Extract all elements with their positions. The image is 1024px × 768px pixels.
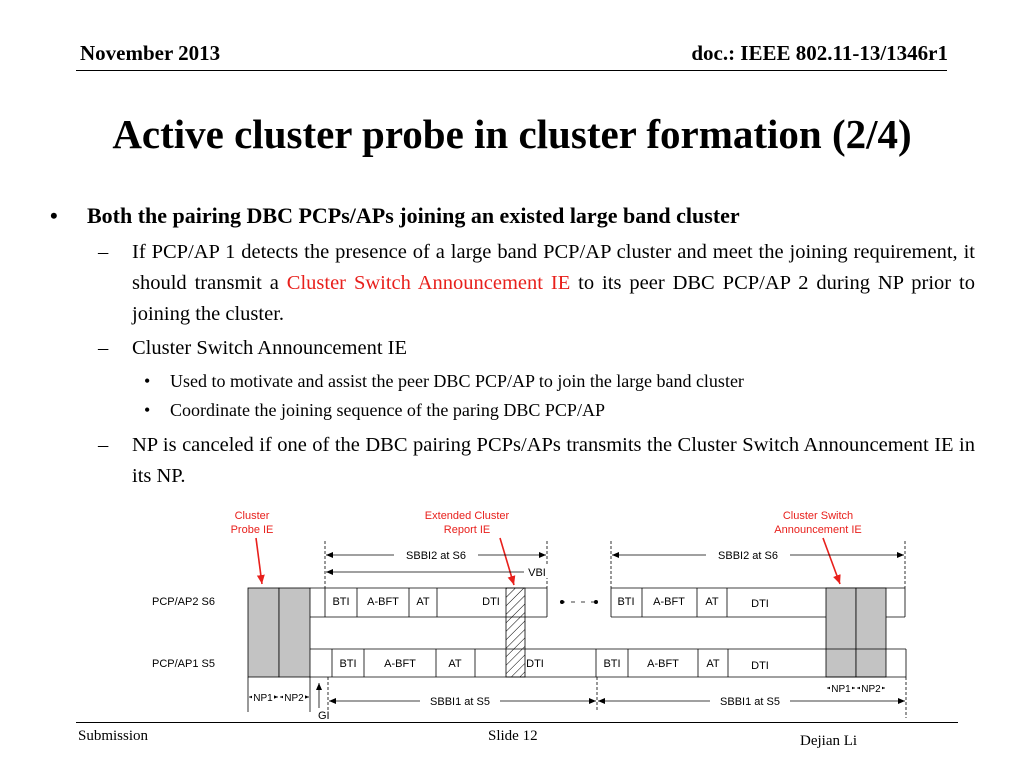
dash-marker: – — [98, 241, 109, 263]
header-doc-id: doc.: IEEE 802.11-13/1346r1 — [691, 41, 948, 65]
sbbi1-label: SBBI1 at S5 — [430, 696, 490, 708]
np2-label: NP2 — [284, 693, 304, 704]
gi-label: GI — [318, 710, 330, 722]
footer-slide-number: Slide 12 — [488, 728, 538, 744]
callout-ext-line1: Extended Cluster — [424, 510, 510, 522]
callout-switch-arrow — [823, 538, 840, 584]
sub-bullet-text-before: If PCP/AP 1 detects the presence of a large band PCP/AP cluster and meet the joining requirement, it should transmit a — [132, 241, 975, 294]
bullet-marker: • — [50, 203, 58, 228]
callout-probe-line1: Cluster — [234, 510, 270, 522]
ap2-bti: BTI — [332, 596, 350, 608]
sbbi1-label: SBBI1 at S5 — [720, 696, 780, 708]
sub-sub-bullet-text: Coordinate the joining sequence of the paring DBC PCP/AP — [170, 400, 605, 420]
ap1-dti: DTI — [751, 660, 769, 672]
small-bullet-marker: • — [144, 400, 151, 420]
np2-slot-ap1 — [856, 588, 886, 677]
vbi-label: VBI — [528, 567, 546, 579]
sub-bullet-highlight: Cluster Switch Announcement IE — [286, 272, 571, 294]
ap2-at: AT — [416, 596, 430, 608]
slide-title: Active cluster probe in cluster formation (2/4) — [112, 111, 912, 157]
continuation-dot — [594, 600, 598, 604]
row-label-ap2: PCP/AP2 S6 — [152, 596, 215, 608]
callout-ext-line2: Report IE — [443, 524, 491, 536]
np1-slot-ap1 — [826, 588, 856, 677]
dash-marker: – — [98, 434, 109, 456]
callout-probe-line2: Probe IE — [230, 524, 274, 536]
ap2-at: AT — [705, 596, 719, 608]
callout-probe-arrow — [256, 538, 262, 584]
callout-ext-arrow — [500, 538, 514, 585]
np1-label: NP1 — [253, 693, 273, 704]
ap2-dti: DTI — [751, 598, 769, 610]
ap1-bti: BTI — [603, 658, 621, 670]
continuation-dot — [560, 600, 564, 604]
callout-switch-line1: Cluster Switch — [782, 510, 854, 522]
ap2-abft: A-BFT — [653, 596, 685, 608]
sub-bullet-text-after: to its peer DBC PCP/AP 2 during NP prior to joining the cluster. — [132, 272, 975, 325]
sub-bullet-text: NP is canceled if one of the DBC pairing PCPs/APs transmits the Cluster Switch Announcement IE in its NP. — [132, 434, 975, 487]
ap2-dti: DTI — [482, 596, 500, 608]
bullet-text: Both the pairing DBC PCPs/APs joining an existed large band cluster — [87, 203, 740, 228]
sub-sub-bullet-text: Used to motivate and assist the peer DBC PCP/AP to join the large band cluster — [170, 371, 744, 391]
footer-submission: Submission — [78, 728, 149, 744]
footer-author: Dejian Li — [800, 733, 858, 749]
sbbi2-label: SBBI2 at S6 — [406, 550, 466, 562]
np1-slot-ap2 — [248, 588, 279, 677]
ap1-abft: A-BFT — [647, 658, 679, 670]
ap2-bti: BTI — [617, 596, 635, 608]
ap1-at: AT — [448, 658, 462, 670]
small-bullet-marker: • — [144, 371, 151, 391]
footer-divider — [76, 722, 958, 723]
ap2-abft: A-BFT — [367, 596, 399, 608]
row-label-ap1: PCP/AP1 S5 — [152, 658, 215, 670]
ap1-at: AT — [706, 658, 720, 670]
cluster-report-hatched-slot — [506, 588, 525, 677]
sbbi2-label: SBBI2 at S6 — [718, 550, 778, 562]
callout-switch-line2: Announcement IE — [774, 524, 862, 536]
ap1-dti: DTI — [526, 658, 544, 670]
sub-bullet-text: Cluster Switch Announcement IE — [132, 337, 407, 359]
np2-label: NP2 — [861, 684, 881, 695]
dash-marker: – — [98, 337, 109, 359]
header-date: November 2013 — [80, 41, 221, 65]
ap1-bti: BTI — [339, 658, 357, 670]
np1-label: NP1 — [831, 684, 851, 695]
ap1-abft: A-BFT — [384, 658, 416, 670]
np2-slot-ap2 — [279, 588, 310, 677]
